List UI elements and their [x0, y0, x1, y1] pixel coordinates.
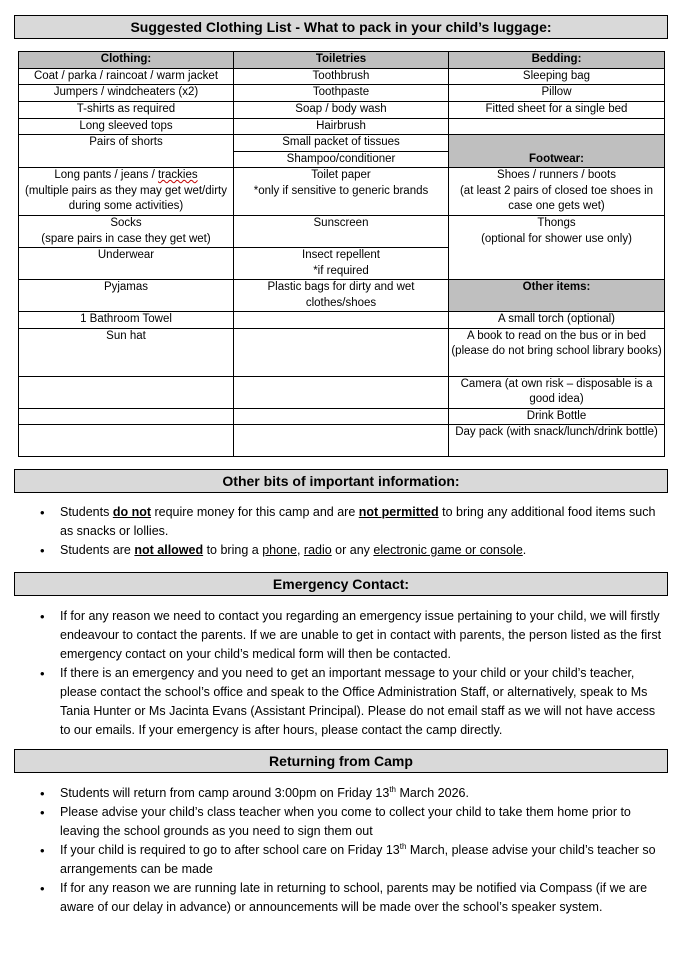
text: to bring a — [203, 543, 263, 557]
table-header-row — [19, 52, 665, 69]
emphasis-text: not allowed — [134, 543, 204, 557]
other-item: Camera (at own risk – disposable is a good idea) — [449, 376, 665, 408]
clothing-item: T-shirts as required — [19, 102, 234, 119]
underlined-text: radio — [303, 543, 332, 557]
other-item: Day pack (with snack/lunch/drink bottle) — [449, 425, 665, 457]
list-item — [40, 541, 665, 560]
clothing-item: Jumpers / windcheaters (x2) — [19, 85, 234, 102]
toiletry-item-text: Toilet paper — [311, 169, 371, 181]
toiletry-item — [234, 248, 449, 280]
clothing-item-note: (multiple pairs as they may get wet/dirty during some activities) — [25, 184, 227, 212]
clothing-item: Pairs of shorts — [19, 135, 234, 168]
empty-cell — [19, 408, 234, 425]
toiletry-item: Plastic bags for dirty and wet clothes/shoes — [234, 280, 449, 312]
toiletry-item-text: Insect repellent — [302, 249, 380, 261]
returning-title: Returning from Camp — [14, 749, 668, 773]
toiletry-item: Toothbrush — [234, 68, 449, 85]
table-row — [19, 376, 665, 408]
list-item: • If there is an emergency and you need to get an important message to your child or your child’s teacher, please contact the school’s office and speak to the Office Administration Staff, or alternatively, speak to Ms Tania Hunter or Ms Jacinta Evans (Assistant Principal). Please do not email staff as we will not have access to our emails. If your emergency is after hours, please contact the camp directly. — [40, 664, 665, 740]
table-row — [19, 408, 665, 425]
toiletry-item: Sunscreen — [234, 216, 449, 248]
text: Students are — [60, 543, 135, 557]
text: Students — [60, 505, 113, 519]
other-item: Drink Bottle — [449, 408, 665, 425]
toiletry-item: Shampoo/conditioner — [234, 151, 449, 168]
text: March, please advise your child’s teacher so arrangements can be made — [60, 843, 656, 876]
toiletry-item: Toothpaste — [234, 85, 449, 102]
header-toiletries: Toiletries — [234, 52, 449, 69]
clothing-item: Sun hat — [19, 328, 234, 376]
clothing-item — [19, 216, 234, 248]
toiletry-item: Hairbrush — [234, 118, 449, 135]
clothing-item-text: Long pants / jeans / — [54, 169, 158, 181]
other-item: A book to read on the bus or in bed (please do not bring school library books) — [449, 328, 665, 376]
text: March 2026. — [396, 786, 469, 800]
footwear-item-text: Shoes / runners / boots — [497, 169, 616, 181]
header-bedding: Bedding: — [449, 52, 665, 69]
text: or any — [331, 543, 374, 557]
spellcheck-flagged-word: trackies — [157, 169, 198, 181]
table-row — [19, 118, 665, 135]
table-row — [19, 280, 665, 312]
table-row — [19, 168, 665, 216]
text: to bring any additional food items such as snacks or lollies. — [60, 505, 656, 538]
emergency-contact-list — [40, 607, 665, 740]
footwear-item-note: (at least 2 pairs of closed toe shoes in case one gets wet) — [459, 184, 654, 212]
toiletry-item — [234, 168, 449, 216]
toiletry-item: Small packet of tissues — [234, 135, 449, 152]
bedding-item: Sleeping bag — [449, 68, 665, 85]
text: Students will return from camp around 3:00pm on Friday 13 — [60, 786, 390, 800]
list-item — [40, 784, 665, 803]
list-item — [40, 503, 665, 541]
list-item: • If for any reason we are running late in returning to school, parents may be notified via Compass (if we are aware of our delay in advance) or announcements will be made over the school’s speaker system. — [40, 879, 665, 917]
table-row — [19, 102, 665, 119]
empty-cell — [234, 328, 449, 376]
ordinal-suffix: th — [389, 784, 396, 794]
footwear-item-text: Thongs — [537, 217, 576, 229]
emphasis-text: do not — [112, 505, 152, 519]
underlined-text: phone — [262, 543, 297, 557]
table-row — [19, 135, 665, 152]
important-info-list — [40, 503, 665, 560]
bedding-item: Pillow — [449, 85, 665, 102]
list-item: • Please advise your child’s class teacher when you come to collect your child to take them home prior to leaving the school grounds as you need to sign them out — [40, 803, 665, 841]
clothing-item: Coat / parka / raincoat / warm jacket — [19, 68, 234, 85]
empty-cell — [234, 376, 449, 408]
ordinal-suffix: th — [399, 841, 407, 851]
clothing-item: Long sleeved tops — [19, 118, 234, 135]
bedding-empty-cell — [449, 118, 665, 135]
underlined-text: electronic game or console — [373, 543, 523, 557]
table-row — [19, 425, 665, 457]
table-row — [19, 85, 665, 102]
emergency-contact-title: Emergency Contact: — [14, 572, 668, 596]
empty-cell — [234, 408, 449, 425]
list-item — [40, 841, 665, 879]
header-clothing: Clothing: — [19, 52, 234, 69]
empty-cell — [234, 425, 449, 457]
text: require money for this camp and are — [151, 505, 359, 519]
table-row — [19, 312, 665, 329]
clothing-item: 1 Bathroom Towel — [19, 312, 234, 329]
toiletry-item-note: *only if sensitive to generic brands — [253, 184, 429, 197]
table-row — [19, 68, 665, 85]
emphasis-text: not permitted — [358, 505, 439, 519]
other-item: A small torch (optional) — [449, 312, 665, 329]
packing-list-title: Suggested Clothing List - What to pack in your child’s luggage: — [14, 15, 668, 39]
header-other-items: Other items: — [449, 280, 665, 312]
footwear-item-note: (optional for shower use only) — [481, 232, 632, 245]
toiletry-item: Soap / body wash — [234, 102, 449, 119]
bedding-item: Fitted sheet for a single bed — [449, 102, 665, 119]
footwear-item — [449, 216, 665, 280]
toiletry-item-note: *if required — [313, 264, 369, 277]
text: If your child is required to go to after school care on Friday 13 — [60, 843, 400, 857]
important-info-title: Other bits of important information: — [14, 469, 668, 493]
table-row — [19, 216, 665, 248]
text: . — [522, 543, 527, 557]
text: , — [296, 543, 304, 557]
clothing-item-text: Socks — [110, 217, 142, 229]
clothing-item-note: (spare pairs in case they get wet) — [41, 232, 211, 245]
empty-cell — [19, 425, 234, 457]
returning-list — [40, 784, 665, 917]
clothing-item: Underwear — [19, 248, 234, 280]
packing-list-table — [18, 51, 665, 457]
clothing-item: Pyjamas — [19, 280, 234, 312]
list-item: • If for any reason we need to contact you regarding an emergency issue pertaining to your child, we will firstly endeavour to contact the parents. If we are unable to get in contact with parents, the person listed as the first emergency contact on your child’s medical form will then be contacted. — [40, 607, 665, 664]
table-row — [19, 328, 665, 376]
header-footwear: Footwear: — [449, 135, 665, 168]
footwear-item — [449, 168, 665, 216]
empty-cell — [19, 376, 234, 408]
empty-cell — [234, 312, 449, 329]
clothing-item — [19, 168, 234, 216]
